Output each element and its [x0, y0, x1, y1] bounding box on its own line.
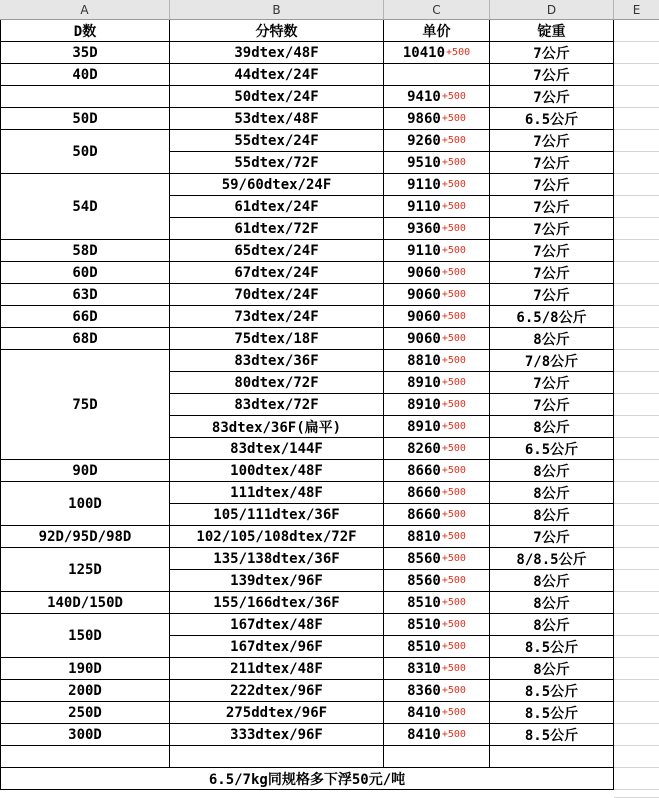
- price-cell[interactable]: [384, 526, 490, 548]
- column-header-a[interactable]: A: [0, 0, 170, 20]
- price-value: 8810: [407, 528, 441, 545]
- empty-cell[interactable]: [0, 746, 170, 768]
- price-surcharge: +500: [446, 47, 471, 58]
- weight-cell[interactable]: 7公斤: [490, 64, 614, 86]
- price-value: 8410: [407, 704, 441, 721]
- weight-cell[interactable]: 7公斤: [490, 130, 614, 152]
- price-value: 9260: [407, 132, 441, 149]
- empty-cell[interactable]: [614, 64, 659, 86]
- spec-cell[interactable]: 105/111dtex/36F: [170, 504, 384, 526]
- denier-cell[interactable]: 92D/95D/98D: [0, 526, 170, 548]
- price-surcharge: +500: [441, 421, 466, 432]
- price-surcharge: +500: [441, 531, 466, 542]
- price-cell[interactable]: [384, 42, 490, 64]
- price-cell[interactable]: [384, 240, 490, 262]
- weight-cell[interactable]: 8.5公斤: [490, 680, 614, 702]
- spec-cell[interactable]: 75dtex/18F: [170, 328, 384, 350]
- price-value: 9510: [407, 154, 441, 171]
- denier-cell[interactable]: [0, 86, 170, 108]
- weight-cell[interactable]: 8公斤: [490, 658, 614, 680]
- spec-cell[interactable]: 55dtex/72F: [170, 152, 384, 174]
- column-header-d[interactable]: D: [490, 0, 614, 20]
- spec-cell[interactable]: 333dtex/96F: [170, 724, 384, 746]
- price-cell[interactable]: [384, 592, 490, 614]
- price-value: 9110: [407, 242, 441, 259]
- weight-cell[interactable]: 7公斤: [490, 526, 614, 548]
- weight-cell[interactable]: 7公斤: [490, 284, 614, 306]
- price-surcharge: +500: [441, 663, 466, 674]
- spec-cell[interactable]: 111dtex/48F: [170, 482, 384, 504]
- empty-cell[interactable]: [614, 570, 659, 592]
- weight-cell[interactable]: 8/8.5公斤: [490, 548, 614, 570]
- empty-cell[interactable]: [614, 438, 659, 460]
- price-value: 9060: [407, 330, 441, 347]
- weight-cell[interactable]: 6.5公斤: [490, 108, 614, 130]
- header-price[interactable]: 单价: [384, 20, 490, 42]
- price-value: 9060: [407, 286, 441, 303]
- weight-cell[interactable]: 8公斤: [490, 328, 614, 350]
- weight-cell[interactable]: 7公斤: [490, 42, 614, 64]
- price-surcharge: +500: [441, 135, 466, 146]
- price-cell[interactable]: [384, 174, 490, 196]
- denier-cell[interactable]: 60D: [0, 262, 170, 284]
- empty-cell[interactable]: [614, 372, 659, 394]
- weight-cell[interactable]: 7公斤: [490, 218, 614, 240]
- empty-cell[interactable]: [614, 680, 659, 702]
- empty-cell[interactable]: [614, 746, 659, 768]
- price-value: 9110: [407, 198, 441, 215]
- empty-cell[interactable]: [614, 636, 659, 658]
- price-cell[interactable]: [384, 680, 490, 702]
- weight-cell[interactable]: 8公斤: [490, 570, 614, 592]
- empty-cell[interactable]: [614, 130, 659, 152]
- price-surcharge: +500: [441, 509, 466, 520]
- denier-cell[interactable]: 75D: [0, 350, 170, 460]
- price-surcharge: +500: [441, 465, 466, 476]
- denier-cell[interactable]: 140D/150D: [0, 592, 170, 614]
- price-cell[interactable]: [384, 416, 490, 438]
- price-surcharge: +500: [441, 333, 466, 344]
- price-surcharge: +500: [441, 597, 466, 608]
- spec-cell[interactable]: 102/105/108dtex/72F: [170, 526, 384, 548]
- spec-cell[interactable]: 222dtex/96F: [170, 680, 384, 702]
- spec-cell[interactable]: 275ddtex/96F: [170, 702, 384, 724]
- denier-cell[interactable]: 58D: [0, 240, 170, 262]
- price-cell[interactable]: [384, 262, 490, 284]
- empty-cell[interactable]: [614, 658, 659, 680]
- header-weight[interactable]: 锭重: [490, 20, 614, 42]
- spec-cell[interactable]: 65dtex/24F: [170, 240, 384, 262]
- empty-cell[interactable]: [614, 196, 659, 218]
- empty-cell[interactable]: [614, 416, 659, 438]
- empty-cell[interactable]: [490, 746, 614, 768]
- weight-cell[interactable]: 8公斤: [490, 614, 614, 636]
- spec-cell[interactable]: 83dtex/72F: [170, 394, 384, 416]
- price-cell[interactable]: [384, 350, 490, 372]
- weight-cell[interactable]: 8.5公斤: [490, 702, 614, 724]
- price-surcharge: +500: [441, 113, 466, 124]
- empty-cell[interactable]: [614, 240, 659, 262]
- price-cell[interactable]: [384, 64, 490, 86]
- weight-cell[interactable]: 7公斤: [490, 372, 614, 394]
- spec-cell[interactable]: 70dtex/24F: [170, 284, 384, 306]
- denier-cell[interactable]: 50D: [0, 108, 170, 130]
- denier-cell[interactable]: 50D: [0, 130, 170, 174]
- spec-cell[interactable]: 44dtex/24F: [170, 64, 384, 86]
- price-surcharge: +500: [441, 685, 466, 696]
- denier-cell[interactable]: 125D: [0, 548, 170, 592]
- denier-cell[interactable]: 250D: [0, 702, 170, 724]
- spec-cell[interactable]: 135/138dtex/36F: [170, 548, 384, 570]
- price-surcharge: +500: [441, 707, 466, 718]
- price-value: 8510: [407, 616, 441, 633]
- price-cell[interactable]: [384, 482, 490, 504]
- price-value: 8560: [407, 550, 441, 567]
- spec-cell[interactable]: 67dtex/24F: [170, 262, 384, 284]
- spec-cell[interactable]: 53dtex/48F: [170, 108, 384, 130]
- price-surcharge: +500: [441, 377, 466, 388]
- price-value: 9410: [407, 88, 441, 105]
- weight-cell[interactable]: 8公斤: [490, 482, 614, 504]
- empty-cell[interactable]: [614, 152, 659, 174]
- header-denier[interactable]: D数: [0, 20, 170, 42]
- price-cell[interactable]: [384, 284, 490, 306]
- column-header-b[interactable]: B: [170, 0, 384, 20]
- weight-cell[interactable]: 8.5公斤: [490, 724, 614, 746]
- spec-cell[interactable]: 100dtex/48F: [170, 460, 384, 482]
- empty-cell[interactable]: [614, 460, 659, 482]
- price-cell[interactable]: [384, 306, 490, 328]
- price-value: 9060: [407, 264, 441, 281]
- price-value: 8410: [407, 726, 441, 743]
- denier-cell[interactable]: 63D: [0, 284, 170, 306]
- denier-cell[interactable]: 150D: [0, 614, 170, 658]
- spec-cell[interactable]: 211dtex/48F: [170, 658, 384, 680]
- price-cell[interactable]: [384, 636, 490, 658]
- price-surcharge: +500: [441, 729, 466, 740]
- price-cell[interactable]: [384, 724, 490, 746]
- footer-note[interactable]: 6.5/7kg同规格多下浮50元/吨: [0, 768, 614, 790]
- empty-cell[interactable]: [614, 702, 659, 724]
- price-cell[interactable]: [384, 130, 490, 152]
- price-value: 8310: [407, 660, 441, 677]
- price-surcharge: +500: [441, 157, 466, 168]
- weight-cell[interactable]: 8公斤: [490, 504, 614, 526]
- price-cell[interactable]: [384, 218, 490, 240]
- price-cell[interactable]: [384, 438, 490, 460]
- price-surcharge: +500: [441, 553, 466, 564]
- price-value: 8910: [407, 418, 441, 435]
- spec-cell[interactable]: 83dtex/36F(扁平): [170, 416, 384, 438]
- denier-cell[interactable]: 300D: [0, 724, 170, 746]
- price-surcharge: +500: [441, 267, 466, 278]
- weight-cell[interactable]: 8公斤: [490, 592, 614, 614]
- price-surcharge: +500: [441, 245, 466, 256]
- price-cell[interactable]: [384, 372, 490, 394]
- denier-cell[interactable]: 90D: [0, 460, 170, 482]
- spec-cell[interactable]: 139dtex/96F: [170, 570, 384, 592]
- column-header-c[interactable]: C: [384, 0, 490, 20]
- empty-cell[interactable]: [614, 394, 659, 416]
- weight-cell[interactable]: 8.5公斤: [490, 636, 614, 658]
- price-value: 9860: [407, 110, 441, 127]
- spec-cell[interactable]: 80dtex/72F: [170, 372, 384, 394]
- price-value: 8510: [407, 594, 441, 611]
- denier-cell[interactable]: 100D: [0, 482, 170, 526]
- empty-cell[interactable]: [614, 482, 659, 504]
- weight-cell[interactable]: 7公斤: [490, 174, 614, 196]
- price-surcharge: +500: [441, 619, 466, 630]
- weight-cell[interactable]: 8公斤: [490, 460, 614, 482]
- denier-cell[interactable]: 190D: [0, 658, 170, 680]
- price-cell[interactable]: [384, 460, 490, 482]
- empty-cell[interactable]: [614, 614, 659, 636]
- spec-cell[interactable]: 167dtex/96F: [170, 636, 384, 658]
- empty-cell[interactable]: [614, 86, 659, 108]
- price-value: 8560: [407, 572, 441, 589]
- spec-cell[interactable]: 39dtex/48F: [170, 42, 384, 64]
- empty-cell[interactable]: [614, 218, 659, 240]
- price-cell[interactable]: [384, 702, 490, 724]
- spec-cell[interactable]: 73dtex/24F: [170, 306, 384, 328]
- price-cell[interactable]: [384, 152, 490, 174]
- price-value: 8660: [407, 484, 441, 501]
- denier-cell[interactable]: 68D: [0, 328, 170, 350]
- price-cell[interactable]: [384, 394, 490, 416]
- denier-cell[interactable]: 200D: [0, 680, 170, 702]
- empty-cell[interactable]: [614, 42, 659, 64]
- empty-cell[interactable]: [614, 790, 659, 798]
- empty-cell[interactable]: [614, 548, 659, 570]
- price-surcharge: +500: [441, 223, 466, 234]
- price-cell[interactable]: [384, 108, 490, 130]
- denier-cell[interactable]: 40D: [0, 64, 170, 86]
- empty-cell[interactable]: [614, 284, 659, 306]
- price-value: 9110: [407, 176, 441, 193]
- price-value: 9060: [407, 308, 441, 325]
- spec-cell[interactable]: 61dtex/72F: [170, 218, 384, 240]
- price-surcharge: +500: [441, 443, 466, 454]
- price-value: 8660: [407, 506, 441, 523]
- empty-cell[interactable]: [614, 328, 659, 350]
- weight-cell[interactable]: 6.5公斤: [490, 438, 614, 460]
- price-surcharge: +500: [441, 575, 466, 586]
- weight-cell[interactable]: 7公斤: [490, 152, 614, 174]
- empty-cell[interactable]: [614, 526, 659, 548]
- weight-cell[interactable]: 7公斤: [490, 86, 614, 108]
- price-value: 8360: [407, 682, 441, 699]
- price-value: 8660: [407, 462, 441, 479]
- price-surcharge: +500: [441, 355, 466, 366]
- price-value: 8510: [407, 638, 441, 655]
- price-cell[interactable]: [384, 196, 490, 218]
- weight-cell[interactable]: 6.5/8公斤: [490, 306, 614, 328]
- weight-cell[interactable]: 7公斤: [490, 196, 614, 218]
- empty-cell[interactable]: [614, 724, 659, 746]
- price-surcharge: +500: [441, 91, 466, 102]
- price-cell[interactable]: [384, 86, 490, 108]
- denier-cell[interactable]: 35D: [0, 42, 170, 64]
- price-cell[interactable]: [384, 328, 490, 350]
- denier-cell[interactable]: 54D: [0, 174, 170, 240]
- price-cell[interactable]: [384, 658, 490, 680]
- price-value: 8810: [407, 352, 441, 369]
- weight-cell[interactable]: 8公斤: [490, 416, 614, 438]
- price-surcharge: +500: [441, 641, 466, 652]
- header-spec[interactable]: 分特数: [170, 20, 384, 42]
- price-cell[interactable]: [384, 614, 490, 636]
- empty-cell[interactable]: [614, 592, 659, 614]
- empty-cell[interactable]: [614, 108, 659, 130]
- price-cell[interactable]: [384, 548, 490, 570]
- price-cell[interactable]: [384, 570, 490, 592]
- spec-cell[interactable]: 61dtex/24F: [170, 196, 384, 218]
- empty-cell[interactable]: [170, 746, 384, 768]
- price-value: 8910: [407, 396, 441, 413]
- weight-cell[interactable]: 7公斤: [490, 394, 614, 416]
- price-surcharge: +500: [441, 311, 466, 322]
- spec-cell[interactable]: 155/166dtex/36F: [170, 592, 384, 614]
- spec-cell[interactable]: 59/60dtex/24F: [170, 174, 384, 196]
- empty-cell[interactable]: [614, 262, 659, 284]
- denier-cell[interactable]: 66D: [0, 306, 170, 328]
- price-value: 8910: [407, 374, 441, 391]
- price-value: 10410: [402, 44, 446, 61]
- price-surcharge: +500: [441, 399, 466, 410]
- weight-cell[interactable]: 7公斤: [490, 262, 614, 284]
- price-value: 9360: [407, 220, 441, 237]
- empty-cell[interactable]: [614, 504, 659, 526]
- price-surcharge: +500: [441, 289, 466, 300]
- spec-cell[interactable]: 50dtex/24F: [170, 86, 384, 108]
- empty-cell[interactable]: [384, 746, 490, 768]
- spec-cell[interactable]: 83dtex/36F: [170, 350, 384, 372]
- weight-cell[interactable]: 7/8公斤: [490, 350, 614, 372]
- price-value: 8260: [407, 440, 441, 457]
- price-cell[interactable]: [384, 504, 490, 526]
- empty-cell[interactable]: [614, 306, 659, 328]
- spec-cell[interactable]: 167dtex/48F: [170, 614, 384, 636]
- weight-cell[interactable]: 7公斤: [490, 240, 614, 262]
- column-header-e[interactable]: E: [614, 0, 659, 20]
- price-surcharge: +500: [441, 179, 466, 190]
- spec-cell[interactable]: 83dtex/144F: [170, 438, 384, 460]
- spec-cell[interactable]: 55dtex/24F: [170, 130, 384, 152]
- empty-cell[interactable]: [614, 20, 659, 42]
- empty-cell[interactable]: [614, 174, 659, 196]
- empty-cell[interactable]: [614, 768, 659, 790]
- price-surcharge: +500: [441, 201, 466, 212]
- price-surcharge: +500: [441, 487, 466, 498]
- empty-cell[interactable]: [614, 350, 659, 372]
